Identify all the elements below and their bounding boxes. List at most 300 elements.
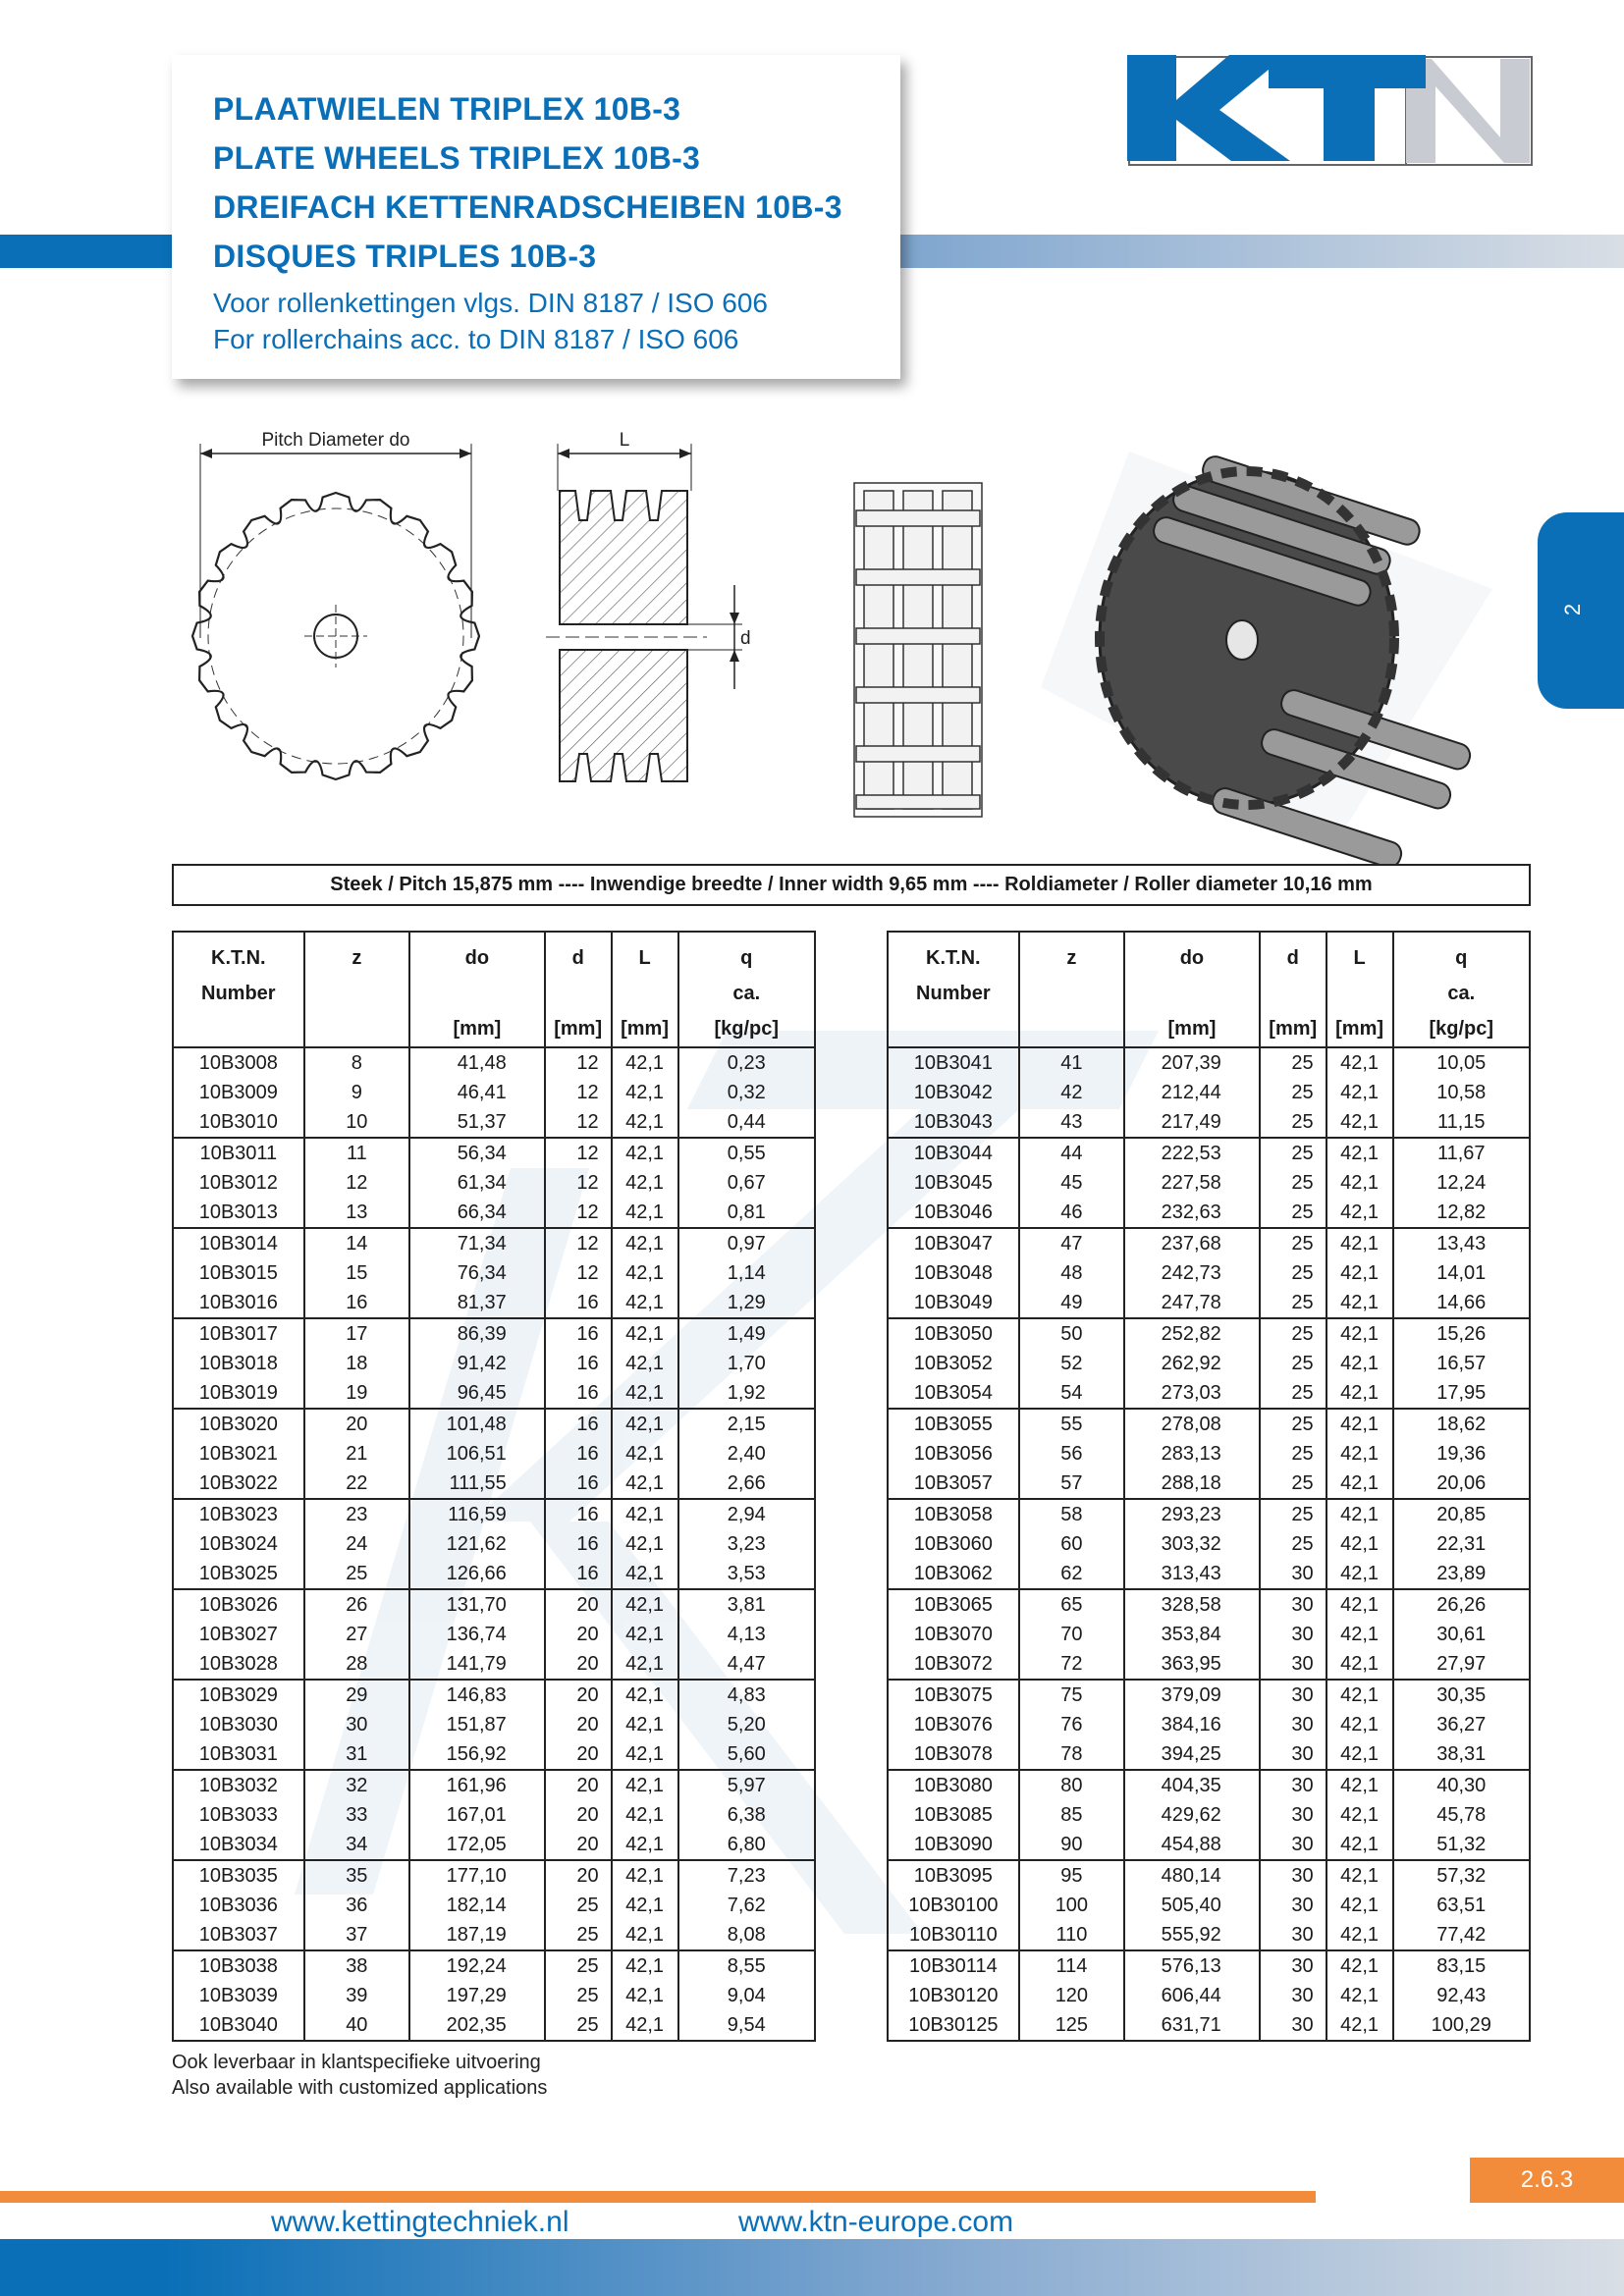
cell-z: 27: [304, 1620, 409, 1649]
cell-l: 42,1: [1326, 1891, 1393, 1920]
table-row: [888, 1950, 1530, 1981]
cell-do: 288,18: [1124, 1468, 1260, 1499]
cell-ktn-number: 10B3044: [888, 1138, 1019, 1168]
cell-z: 50: [1019, 1318, 1124, 1349]
cell-q: 17,95: [1393, 1378, 1530, 1409]
table-row: [173, 1800, 815, 1830]
table-row: [173, 1318, 815, 1349]
cell-l: 42,1: [1326, 1468, 1393, 1499]
header-do: do [mm]: [1124, 932, 1260, 1047]
header-do: do [mm]: [409, 932, 545, 1047]
cell-q: 2,40: [727, 1443, 766, 1465]
cell-ktn-number: 10B3095: [888, 1860, 1019, 1891]
cell-ktn-number: 10B30100: [888, 1891, 1019, 1920]
cell-d: 30: [1260, 1981, 1326, 2010]
cell-z: 33: [304, 1800, 409, 1830]
cell-do: 81,37: [409, 1288, 545, 1318]
cell-q: 2,15: [727, 1414, 766, 1435]
cell-l: 42,1: [1326, 1860, 1393, 1891]
table-row: [888, 1138, 1530, 1168]
cell-l: 42,1: [612, 1920, 678, 1950]
cell-q: 36,27: [1436, 1714, 1487, 1735]
table-row: [173, 1258, 815, 1288]
sprocket-3d-illustration: [1041, 452, 1492, 864]
cell-q: 57,32: [1436, 1865, 1487, 1887]
table-row: [173, 1950, 815, 1981]
cell-z: 55: [1019, 1409, 1124, 1439]
cell-ktn-number: 10B3049: [888, 1288, 1019, 1318]
cell-do: 606,44: [1124, 1981, 1260, 2010]
cell-z: 114: [1019, 1950, 1124, 1981]
cell-z: 34: [304, 1830, 409, 1860]
website-link-nl[interactable]: www.kettingtechniek.nl: [271, 2206, 569, 2238]
cell-z: 10: [304, 1107, 409, 1138]
cell-l: 42,1: [1326, 1409, 1393, 1439]
cell-do: 212,44: [1124, 1078, 1260, 1107]
cell-do: 328,58: [1124, 1589, 1260, 1620]
cell-q: 5,97: [727, 1775, 766, 1796]
header-ktn-number: K.T.N. Number: [888, 932, 1019, 1047]
cell-do: 278,08: [1124, 1409, 1260, 1439]
cell-ktn-number: 10B3013: [173, 1198, 304, 1228]
spec-table-right: [887, 931, 1531, 2042]
technical-drawings: [177, 393, 1532, 864]
cell-z: 29: [304, 1680, 409, 1710]
cell-l: 42,1: [612, 2010, 678, 2041]
cell-q: 7,23: [727, 1865, 766, 1887]
cell-z: 120: [1019, 1981, 1124, 2010]
cell-l: 42,1: [612, 1589, 678, 1620]
cell-l: 42,1: [1326, 1559, 1393, 1589]
cell-d: 12: [545, 1047, 612, 1078]
table-row: [173, 1349, 815, 1378]
cell-q: 63,51: [1436, 1895, 1487, 1916]
cell-do: 283,13: [1124, 1439, 1260, 1468]
cell-q: 9,04: [727, 1985, 766, 2006]
cell-z: 18: [304, 1349, 409, 1378]
cell-q: 5,60: [678, 1739, 816, 1770]
table-row: [173, 1288, 815, 1318]
table-row: [173, 2010, 815, 2041]
cell-ktn-number: 10B3062: [888, 1559, 1019, 1589]
cell-z: 60: [1019, 1529, 1124, 1559]
cell-l: 42,1: [612, 1168, 678, 1198]
cell-d: 25: [1260, 1228, 1326, 1258]
cell-do: 156,92: [409, 1739, 545, 1770]
cell-q: 10,58: [1436, 1082, 1487, 1103]
cell-do: 71,34: [409, 1228, 545, 1258]
table-row: [888, 1891, 1530, 1920]
cell-q: 40,30: [1436, 1775, 1487, 1796]
cell-ktn-number: 10B3034: [173, 1830, 304, 1860]
cell-d: 25: [545, 1920, 612, 1950]
cell-ktn-number: 10B3045: [888, 1168, 1019, 1198]
cell-ktn-number: 10B3017: [173, 1318, 304, 1349]
cell-ktn-number: 10B3011: [173, 1138, 304, 1168]
cell-l: 42,1: [1326, 1258, 1393, 1288]
cell-z: 39: [304, 1981, 409, 2010]
cell-l: 42,1: [1326, 1439, 1393, 1468]
cell-do: 182,14: [409, 1891, 545, 1920]
cell-q: 22,31: [1436, 1533, 1487, 1555]
cell-z: 9: [304, 1078, 409, 1107]
cell-ktn-number: 10B3058: [888, 1499, 1019, 1529]
cell-q: 11,67: [1436, 1143, 1486, 1164]
table-row: [888, 1258, 1530, 1288]
cell-do: 177,10: [409, 1860, 545, 1891]
table-row: [173, 1920, 815, 1950]
cell-q: 83,15: [1436, 1955, 1487, 1977]
subtitle-en: For rollerchains acc. to DIN 8187 / ISO 606: [213, 324, 739, 354]
cell-z: 78: [1019, 1739, 1124, 1770]
table-row: [888, 1168, 1530, 1198]
cell-d: 25: [1260, 1499, 1326, 1529]
cell-ktn-number: 10B3032: [173, 1770, 304, 1800]
cell-do: 66,34: [409, 1198, 545, 1228]
cell-d: 12: [545, 1107, 612, 1138]
cell-d: 30: [1260, 1920, 1326, 1950]
cell-do: 76,34: [409, 1258, 545, 1288]
cell-ktn-number: 10B3012: [173, 1168, 304, 1198]
cell-q: 7,62: [727, 1895, 766, 1916]
table-row: [173, 1770, 815, 1800]
cell-do: 187,19: [409, 1920, 545, 1950]
cell-d: 16: [545, 1318, 612, 1349]
cell-z: 31: [304, 1739, 409, 1770]
table-row: [888, 1228, 1530, 1258]
pitch-specification: Steek / Pitch 15,875 mm ---- Inwendige breedte / Inner width 9,65 mm ---- Roldiameter / Roller diameter 10,16 mm: [172, 864, 1531, 906]
cell-ktn-number: 10B3056: [888, 1439, 1019, 1468]
cell-ktn-number: 10B3030: [173, 1710, 304, 1739]
cell-l: 42,1: [1326, 1920, 1393, 1950]
cell-ktn-number: 10B3072: [888, 1649, 1019, 1680]
cell-q: 1,14: [727, 1262, 766, 1284]
cell-d: 16: [545, 1499, 612, 1529]
cell-do: 384,16: [1124, 1710, 1260, 1739]
cell-q: 51,32: [1393, 1830, 1530, 1860]
cell-z: 17: [304, 1318, 409, 1349]
cell-l: 42,1: [1326, 1378, 1393, 1409]
cell-z: 13: [304, 1198, 409, 1228]
cell-q: 10,05: [1436, 1052, 1487, 1074]
cell-z: 28: [304, 1649, 409, 1680]
table-row: [888, 1710, 1530, 1739]
cell-q: 2,66: [678, 1468, 816, 1499]
header-ktn-number: K.T.N. Number: [173, 932, 304, 1047]
cell-do: 394,25: [1124, 1739, 1260, 1770]
cell-z: 85: [1019, 1800, 1124, 1830]
cell-l: 42,1: [1326, 1288, 1393, 1318]
spec-table-left: [172, 931, 816, 2042]
sprocket-front-view: [192, 430, 479, 779]
cell-z: 36: [304, 1891, 409, 1920]
chapter-tab-label: 2: [1560, 603, 1586, 616]
cell-q: 30,35: [1436, 1684, 1487, 1706]
cell-ktn-number: 10B3020: [173, 1409, 304, 1439]
cell-q: 8,55: [727, 1955, 766, 1977]
cell-do: 252,82: [1124, 1318, 1260, 1349]
cell-z: 65: [1019, 1589, 1124, 1620]
cell-l: 42,1: [612, 1860, 678, 1891]
cell-q: 1,49: [727, 1323, 766, 1345]
header-q: q ca. [kg/pc]: [678, 932, 816, 1047]
note-nl: Ook leverbaar in klantspecifieke uitvoering: [172, 2052, 541, 2073]
table-row: [888, 1409, 1530, 1439]
cell-l: 42,1: [1326, 1168, 1393, 1198]
cell-l: 42,1: [1326, 1047, 1393, 1078]
cell-l: 42,1: [612, 1107, 678, 1138]
cell-q: 1,29: [678, 1288, 816, 1318]
cell-z: 42: [1019, 1078, 1124, 1107]
table-row: [888, 1739, 1530, 1770]
cell-d: 12: [545, 1228, 612, 1258]
cell-d: 25: [1260, 1349, 1326, 1378]
header-q: q ca. [kg/pc]: [1393, 932, 1530, 1047]
cell-z: 72: [1019, 1649, 1124, 1680]
cell-l: 42,1: [612, 1258, 678, 1288]
cell-d: 20: [545, 1860, 612, 1891]
table-row: [888, 1920, 1530, 1950]
cell-do: 232,63: [1124, 1198, 1260, 1228]
cell-ktn-number: 10B3035: [173, 1860, 304, 1891]
cell-z: 12: [304, 1168, 409, 1198]
cell-ktn-number: 10B30125: [888, 2010, 1019, 2041]
table-row: [173, 1138, 815, 1168]
cell-ktn-number: 10B3016: [173, 1288, 304, 1318]
cell-q: 77,42: [1393, 1920, 1530, 1950]
table-row: [888, 1770, 1530, 1800]
cell-d: 16: [545, 1409, 612, 1439]
cell-d: 25: [1260, 1078, 1326, 1107]
cell-q: 16,57: [1436, 1353, 1487, 1374]
cell-ktn-number: 10B3022: [173, 1468, 304, 1499]
cell-ktn-number: 10B3055: [888, 1409, 1019, 1439]
cell-q: 6,38: [727, 1804, 766, 1826]
cell-z: 37: [304, 1920, 409, 1950]
cell-ktn-number: 10B3052: [888, 1349, 1019, 1378]
cell-do: 131,70: [409, 1589, 545, 1620]
cell-l: 42,1: [612, 1529, 678, 1559]
cell-z: 58: [1019, 1499, 1124, 1529]
cell-q: 3,81: [727, 1594, 766, 1616]
title-de: DREIFACH KETTENRADSCHEIBEN 10B-3: [213, 189, 842, 225]
cell-q: 26,26: [1436, 1594, 1487, 1616]
table-row: [173, 1228, 815, 1258]
cell-ktn-number: 10B3048: [888, 1258, 1019, 1288]
cell-ktn-number: 10B3031: [173, 1739, 304, 1770]
cell-do: 363,95: [1124, 1649, 1260, 1680]
title-nl: PLAATWIELEN TRIPLEX 10B-3: [213, 91, 681, 127]
title-fr: DISQUES TRIPLES 10B-3: [213, 239, 597, 274]
cell-l: 42,1: [1326, 1950, 1393, 1981]
cell-z: 21: [304, 1439, 409, 1468]
table-row: [173, 1499, 815, 1529]
table-row: [888, 1198, 1530, 1228]
table-row: [173, 1198, 815, 1228]
cell-ktn-number: 10B3036: [173, 1891, 304, 1920]
cell-z: 41: [1019, 1047, 1124, 1078]
cell-l: 42,1: [612, 1559, 678, 1589]
cell-ktn-number: 10B3047: [888, 1228, 1019, 1258]
cell-d: 30: [1260, 1950, 1326, 1981]
cell-ktn-number: 10B3026: [173, 1589, 304, 1620]
cell-do: 247,78: [1124, 1288, 1260, 1318]
cell-do: 61,34: [409, 1168, 545, 1198]
sprocket-section-view: [546, 430, 751, 781]
cell-do: 303,32: [1124, 1529, 1260, 1559]
cell-ktn-number: 10B3076: [888, 1710, 1019, 1739]
cell-do: 262,92: [1124, 1349, 1260, 1378]
cell-q: 20,06: [1393, 1468, 1530, 1499]
cell-z: 57: [1019, 1468, 1124, 1499]
cell-d: 25: [545, 2010, 612, 2041]
cell-l: 42,1: [1326, 1649, 1393, 1680]
cell-z: 46: [1019, 1198, 1124, 1228]
cell-d: 25: [545, 1981, 612, 2010]
cell-l: 42,1: [612, 1378, 678, 1409]
cell-ktn-number: 10B3021: [173, 1439, 304, 1468]
cell-do: 480,14: [1124, 1860, 1260, 1891]
cell-z: 95: [1019, 1860, 1124, 1891]
cell-z: 20: [304, 1409, 409, 1439]
cell-d: 30: [1260, 1559, 1326, 1589]
cell-z: 80: [1019, 1770, 1124, 1800]
cell-q: 0,67: [727, 1172, 766, 1194]
cell-l: 42,1: [1326, 1710, 1393, 1739]
cell-z: 24: [304, 1529, 409, 1559]
cell-q: 13,43: [1436, 1233, 1487, 1255]
cell-ktn-number: 10B3009: [173, 1078, 304, 1107]
cell-do: 41,48: [409, 1047, 545, 1078]
cell-q: 1,92: [678, 1378, 816, 1409]
cell-z: 32: [304, 1770, 409, 1800]
cell-do: 555,92: [1124, 1920, 1260, 1950]
notes: [172, 2050, 547, 2101]
cell-d: 30: [1260, 1710, 1326, 1739]
cell-do: 631,71: [1124, 2010, 1260, 2041]
cell-d: 25: [1260, 1439, 1326, 1468]
table-row: [173, 1739, 815, 1770]
cell-d: 25: [1260, 1047, 1326, 1078]
cell-l: 42,1: [612, 1409, 678, 1439]
cell-q: 0,44: [678, 1107, 816, 1138]
cell-l: 42,1: [612, 1228, 678, 1258]
cell-ktn-number: 10B3060: [888, 1529, 1019, 1559]
table-row: [888, 1107, 1530, 1138]
cell-z: 52: [1019, 1349, 1124, 1378]
cell-z: 45: [1019, 1168, 1124, 1198]
cell-do: 56,34: [409, 1138, 545, 1168]
cell-ktn-number: 10B30114: [888, 1950, 1019, 1981]
cell-ktn-number: 10B30120: [888, 1981, 1019, 2010]
cell-l: 42,1: [612, 1047, 678, 1078]
cell-d: 30: [1260, 1620, 1326, 1649]
cell-z: 19: [304, 1378, 409, 1409]
table-row: [173, 1378, 815, 1409]
cell-l: 42,1: [612, 1620, 678, 1649]
cell-do: 46,41: [409, 1078, 545, 1107]
cell-d: 25: [1260, 1318, 1326, 1349]
cell-ktn-number: 10B3039: [173, 1981, 304, 2010]
header-d: d [mm]: [545, 932, 612, 1047]
cell-z: 100: [1019, 1891, 1124, 1920]
cell-ktn-number: 10B3043: [888, 1107, 1019, 1138]
cell-d: 30: [1260, 1830, 1326, 1860]
table-row: [173, 1559, 815, 1589]
cell-q: 14,01: [1436, 1262, 1487, 1284]
length-label: L: [619, 430, 630, 451]
table-row: [888, 1439, 1530, 1468]
cell-ktn-number: 10B3046: [888, 1198, 1019, 1228]
cell-do: 96,45: [409, 1378, 545, 1409]
cell-z: 75: [1019, 1680, 1124, 1710]
cell-z: 14: [304, 1228, 409, 1258]
cell-l: 42,1: [612, 1318, 678, 1349]
table-row: [173, 1529, 815, 1559]
subtitle-nl: Voor rollenkettingen vlgs. DIN 8187 / ISO 606: [213, 288, 768, 318]
cell-d: 20: [545, 1620, 612, 1649]
bore-label: d: [740, 628, 751, 649]
cell-d: 30: [1260, 1649, 1326, 1680]
cell-l: 42,1: [1326, 2010, 1393, 2041]
cell-q: 0,23: [727, 1052, 766, 1074]
pitch-diameter-label: Pitch Diameter do: [261, 430, 410, 451]
cell-z: 16: [304, 1288, 409, 1318]
cell-ktn-number: 10B3041: [888, 1047, 1019, 1078]
header-l: L [mm]: [612, 932, 678, 1047]
cell-q: 3,53: [678, 1559, 816, 1589]
cell-do: 151,87: [409, 1710, 545, 1739]
cell-d: 20: [545, 1649, 612, 1680]
cell-z: 70: [1019, 1620, 1124, 1649]
cell-ktn-number: 10B3085: [888, 1800, 1019, 1830]
table-row: [888, 1349, 1530, 1378]
cell-d: 30: [1260, 1860, 1326, 1891]
cell-z: 76: [1019, 1710, 1124, 1739]
cell-z: 26: [304, 1589, 409, 1620]
table-row: [173, 1047, 815, 1078]
cell-z: 25: [304, 1559, 409, 1589]
cell-ktn-number: 10B3019: [173, 1378, 304, 1409]
cell-ktn-number: 10B3054: [888, 1378, 1019, 1409]
cell-l: 42,1: [1326, 1198, 1393, 1228]
cell-q: 20,85: [1436, 1504, 1487, 1525]
cell-do: 293,23: [1124, 1499, 1260, 1529]
cell-q: 14,66: [1393, 1288, 1530, 1318]
cell-l: 42,1: [612, 1288, 678, 1318]
table-row: [173, 1078, 815, 1107]
cell-z: 15: [304, 1258, 409, 1288]
cell-d: 30: [1260, 1739, 1326, 1770]
table-row: [888, 1468, 1530, 1499]
cell-q: 19,36: [1436, 1443, 1487, 1465]
table-row: [888, 1047, 1530, 1078]
table-row: [173, 1589, 815, 1620]
cell-l: 42,1: [1326, 1830, 1393, 1860]
cell-d: 12: [545, 1258, 612, 1288]
cell-z: 90: [1019, 1830, 1124, 1860]
cell-q: 6,80: [678, 1830, 816, 1860]
cell-d: 16: [545, 1349, 612, 1378]
cell-l: 42,1: [612, 1770, 678, 1800]
cell-ktn-number: 10B3018: [173, 1349, 304, 1378]
website-link-europe[interactable]: www.ktn-europe.com: [738, 2206, 1014, 2238]
cell-l: 42,1: [1326, 1228, 1393, 1258]
cell-q: 92,43: [1436, 1985, 1487, 2006]
cell-d: 16: [545, 1468, 612, 1499]
cell-ktn-number: 10B3078: [888, 1739, 1019, 1770]
cell-q: 30,61: [1436, 1624, 1487, 1645]
